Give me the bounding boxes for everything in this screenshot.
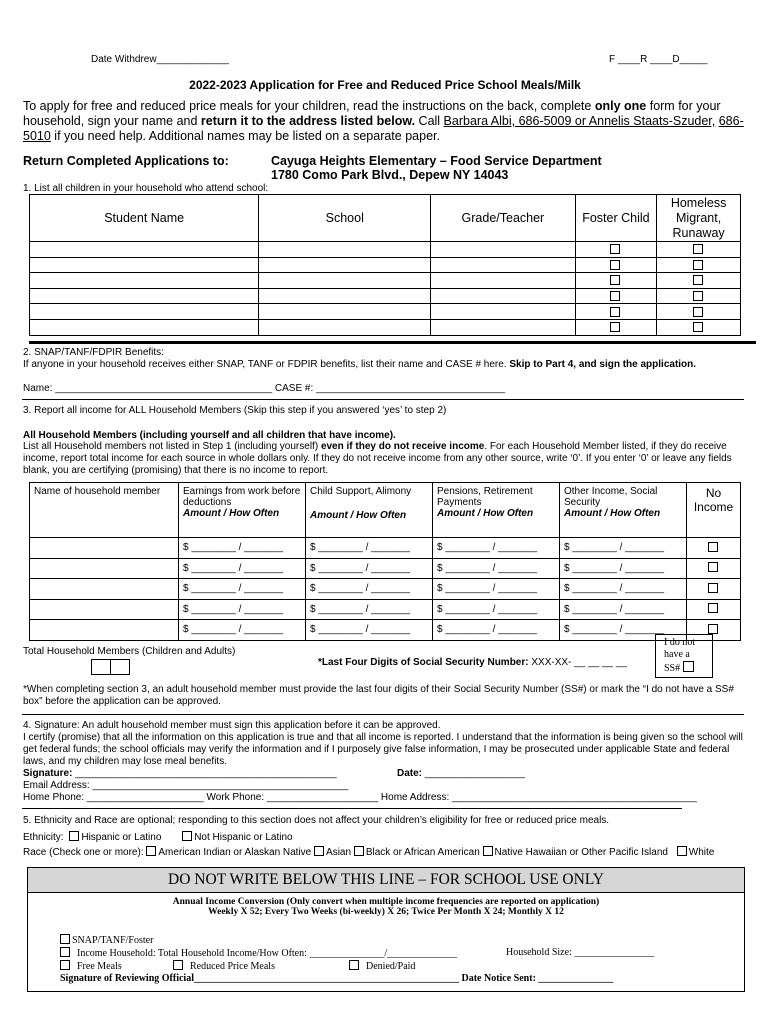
- col-support-label: Child Support, Alimony: [310, 486, 412, 497]
- student-name-cell[interactable]: [30, 288, 259, 304]
- amount-cell[interactable]: $ ________ / _______: [306, 599, 433, 620]
- homeless-checkbox[interactable]: [693, 275, 703, 285]
- children-table: [29, 194, 741, 336]
- amount-cell[interactable]: $ ________ / _______: [433, 599, 560, 620]
- denied-option: [349, 960, 415, 972]
- intro-text: if you need help. Additional names may be listed on a separate paper.: [50, 129, 440, 143]
- no-income-checkbox[interactable]: [708, 583, 718, 593]
- hispanic-label: Hispanic or Latino: [81, 832, 162, 843]
- amount-cell[interactable]: $ ________ / _______: [433, 620, 560, 641]
- intro-return: return it to the address listed below.: [200, 114, 416, 128]
- amount-label: Amount / How Often: [183, 508, 280, 519]
- not-hispanic-checkbox[interactable]: [182, 831, 192, 841]
- free-meals-checkbox[interactable]: [60, 960, 70, 970]
- race-row: [23, 846, 714, 858]
- race-option-label: Native Hawaiian or Other Pacific Island: [494, 847, 668, 858]
- amount-cell[interactable]: $ ________ / _______: [433, 558, 560, 579]
- homeless-checkbox[interactable]: [693, 260, 703, 270]
- table-row: [30, 273, 741, 289]
- school-cell[interactable]: [259, 257, 431, 273]
- student-name-cell[interactable]: [30, 273, 259, 289]
- reduced-checkbox[interactable]: [173, 960, 183, 970]
- table-row: [30, 319, 741, 335]
- amount-cell[interactable]: $ ________ / _______: [306, 538, 433, 559]
- homeless-checkbox[interactable]: [693, 244, 703, 254]
- step3-text: List all Household members not listed in Step 1 (including yourself): [23, 441, 321, 452]
- step3-bold-heading: All Household Members (including yourself and all children that have income).: [23, 430, 396, 441]
- grade-cell[interactable]: [431, 242, 575, 258]
- col-grade-teacher: Grade/Teacher: [431, 195, 575, 242]
- amount-cell[interactable]: $ ________ / _______: [306, 579, 433, 600]
- foster-checkbox[interactable]: [610, 322, 620, 332]
- step2-instruction: If anyone in your household receives either SNAP, TANF or FDPIR benefits, list their name and CASE # here.: [23, 359, 510, 370]
- table-row: [30, 288, 741, 304]
- race-option-label: White: [688, 847, 715, 858]
- amount-cell[interactable]: $ ________ / _______: [560, 599, 687, 620]
- snap-label: SNAP/TANF/Foster: [72, 935, 154, 946]
- homeless-checkbox[interactable]: [693, 291, 703, 301]
- table-row: [30, 242, 741, 258]
- step3-text: . For each Household Member listed, if they do receive income, report total income for each source in whole dollars only. If they do not receive income from any other source, write ‘0’. If you enter ‘0’ or leave any fields blank, you are certifying (promising) that there is no income to report.: [23, 441, 732, 476]
- race-checkbox-pacific[interactable]: [483, 846, 493, 856]
- step4-divider: [22, 808, 682, 809]
- intro-only-one: only one: [594, 99, 647, 113]
- col-earnings-label: Earnings from work before deductions: [183, 486, 301, 508]
- total-members-box[interactable]: [91, 659, 111, 675]
- col-foster-child: Foster Child: [575, 195, 657, 242]
- col-child-support: [306, 483, 433, 538]
- step1-instruction: 1. List all children in your household who attend school:: [23, 183, 269, 194]
- table-row: [30, 599, 741, 620]
- no-income-checkbox[interactable]: [708, 562, 718, 572]
- step3-instructions: [23, 441, 745, 477]
- income-conversion-rates: Weekly X 52; Every Two Weeks (bi-weekly) X 26; Twice Per Month X 24; Monthly X 12: [208, 907, 564, 917]
- col-other-label: Other Income, Social Security: [564, 486, 658, 508]
- ssn-value: XXX-XX- __ __ __ __: [531, 657, 627, 668]
- amount-cell[interactable]: $ ________ / _______: [179, 599, 306, 620]
- grade-cell[interactable]: [431, 319, 575, 335]
- contact-link[interactable]: Barbara Albi, 686-5009 or Annelis Staats-Szuder,: [443, 114, 716, 128]
- amount-cell[interactable]: $ ________ / _______: [179, 620, 306, 641]
- amount-cell[interactable]: $ ________ / _______: [560, 620, 687, 641]
- snap-name-case-field[interactable]: Name: _______________________________________ CASE #: __________________________________: [23, 383, 506, 394]
- official-signature-label: Signature of Reviewing Official_____________________________________________________: [60, 973, 459, 984]
- no-income-checkbox[interactable]: [708, 542, 718, 552]
- date-withdrew: Date Withdrew_____________: [91, 54, 229, 65]
- col-other-income: [560, 483, 687, 538]
- step1-divider: [29, 341, 756, 344]
- intro-text: To apply for free and reduced price meals for your children, read the instructions on the back, complete: [23, 99, 595, 113]
- hispanic-checkbox[interactable]: [69, 831, 79, 841]
- table-row: [30, 620, 741, 641]
- reduced-label: Reduced Price Meals: [190, 961, 275, 972]
- step2-text: [23, 359, 696, 370]
- reduced-option: [173, 960, 275, 972]
- race-label: Race (Check one or more):: [23, 847, 144, 858]
- return-address-line1: Cayuga Heights Elementary – Food Service Department: [271, 154, 602, 168]
- date-label: Date:: [397, 768, 423, 779]
- race-option-label: Black or African American: [365, 847, 480, 858]
- col-pensions-label: Pensions, Retirement Payments: [437, 486, 533, 508]
- step2-divider: [22, 399, 744, 400]
- phone-address-field[interactable]: Home Phone: _____________________ Work Phone: ____________________ Home Address: ____________________________________________: [23, 792, 697, 803]
- date-line: __________________: [424, 768, 525, 779]
- total-members-label: Total Household Members (Children and Adults): [23, 646, 236, 657]
- school-cell[interactable]: [259, 242, 431, 258]
- school-cell[interactable]: [259, 304, 431, 320]
- frd-codes: F ____R ____D_____: [609, 54, 708, 65]
- snap-checkbox[interactable]: [60, 934, 70, 944]
- step3-bold: even if they do not receive income: [320, 441, 485, 452]
- income-household-option: [60, 947, 457, 959]
- step2-heading: 2. SNAP/TANF/FDPIR Benefits:: [23, 347, 164, 358]
- no-ssn-checkbox[interactable]: [683, 661, 694, 672]
- school-use-section: [27, 867, 745, 992]
- race-option-label: Asian: [326, 847, 352, 858]
- amount-cell[interactable]: $ ________ / _______: [179, 538, 306, 559]
- intro-paragraph: [23, 99, 745, 144]
- return-label: Return Completed Applications to:: [23, 154, 229, 168]
- table-row: [30, 257, 741, 273]
- ethnicity-row: [23, 831, 293, 843]
- snap-option: [60, 934, 153, 946]
- student-name-cell[interactable]: [30, 304, 259, 320]
- certification-text: I certify (promise) that all the information on this application is true and that all income is reported. I understand that the information is being given so the school will get federal funds; the school officials may verify the information and if I purposely give false information, I may be prosecuted under applicable State and federal laws, and my children may lose meal benefits.: [23, 732, 743, 767]
- grade-cell[interactable]: [431, 257, 575, 273]
- school-cell[interactable]: [259, 273, 431, 289]
- school-use-banner: DO NOT WRITE BELOW THIS LINE – FOR SCHOOL USE ONLY: [28, 868, 744, 893]
- col-pensions: [433, 483, 560, 538]
- col-no-income: No Income: [687, 483, 741, 538]
- amount-cell[interactable]: $ ________ / _______: [560, 538, 687, 559]
- no-ssn-text: SS#: [664, 663, 681, 674]
- email-field[interactable]: Email Address: ______________________________________________: [23, 780, 349, 791]
- school-cell[interactable]: [259, 319, 431, 335]
- member-name-cell[interactable]: [30, 538, 179, 559]
- amount-cell[interactable]: $ ________ / _______: [306, 558, 433, 579]
- step3-divider: [22, 714, 744, 715]
- amount-label: Amount / How Often: [310, 510, 407, 521]
- income-household-checkbox[interactable]: [60, 947, 70, 957]
- grade-cell[interactable]: [431, 304, 575, 320]
- form-title: 2022-2023 Application for Free and Reduced Price School Meals/Milk: [189, 78, 581, 92]
- income-household-label: Income Household: Total Household Income/How Often: _______________/______________: [77, 948, 458, 959]
- not-hispanic-label: Not Hispanic or Latino: [194, 832, 293, 843]
- amount-cell[interactable]: $ ________ / _______: [560, 579, 687, 600]
- amount-cell[interactable]: $ ________ / _______: [306, 620, 433, 641]
- intro-text: Call: [415, 114, 444, 128]
- ssn-note: *When completing section 3, an adult household member must provide the last four digits of their Social Security Number (SS#) or mark the “I do not have a SS# box” before the application can be approved.: [23, 684, 734, 707]
- homeless-checkbox[interactable]: [693, 307, 703, 317]
- member-name-cell[interactable]: [30, 558, 179, 579]
- signature-field[interactable]: [23, 768, 337, 779]
- col-household-member: Name of household member: [30, 483, 179, 538]
- date-field[interactable]: [397, 768, 525, 779]
- grade-cell[interactable]: [431, 288, 575, 304]
- step4-heading: 4. Signature: An adult household member must sign this application before it can be approved.: [23, 720, 441, 731]
- grade-cell[interactable]: [431, 273, 575, 289]
- denied-label: Denied/Paid: [366, 961, 416, 972]
- foster-checkbox[interactable]: [610, 291, 620, 301]
- income-conversion-title: Annual Income Conversion (Only convert when multiple income frequencies are reported on application): [172, 897, 600, 907]
- contact-link[interactable]: 686-5010: [23, 114, 744, 143]
- foster-checkbox[interactable]: [610, 307, 620, 317]
- table-row: [30, 304, 741, 320]
- member-name-cell[interactable]: [30, 579, 179, 600]
- amount-cell[interactable]: $ ________ / _______: [433, 579, 560, 600]
- no-ssn-text: have a: [664, 649, 690, 660]
- race-checkbox-asian[interactable]: [314, 846, 324, 856]
- school-cell[interactable]: [259, 288, 431, 304]
- student-name-cell[interactable]: [30, 242, 259, 258]
- amount-cell[interactable]: $ ________ / _______: [433, 538, 560, 559]
- signature-label: Signature:: [23, 768, 73, 779]
- no-ssn-box: [655, 634, 713, 678]
- no-income-checkbox[interactable]: [708, 603, 718, 613]
- free-meals-label: Free Meals: [77, 961, 122, 972]
- no-ssn-text: I do not: [664, 637, 696, 648]
- ssn-label: *Last Four Digits of Social Security Number:: [318, 657, 529, 668]
- student-name-cell[interactable]: [30, 257, 259, 273]
- amount-cell[interactable]: $ ________ / _______: [560, 558, 687, 579]
- ethnicity-label: Ethnicity:: [23, 832, 64, 843]
- foster-checkbox[interactable]: [610, 275, 620, 285]
- no-income-checkbox[interactable]: [708, 624, 718, 634]
- race-checkbox-white[interactable]: [677, 846, 687, 856]
- official-signature-field[interactable]: [60, 973, 613, 984]
- table-row: [30, 579, 741, 600]
- table-row: [30, 558, 741, 579]
- intro-text: form for your household, sign your name and: [23, 99, 721, 128]
- race-checkbox-black[interactable]: [354, 846, 364, 856]
- col-earnings: [179, 483, 306, 538]
- date-notice-label: Date Notice Sent: _______________: [461, 973, 614, 984]
- step5-heading: 5. Ethnicity and Race are optional; responding to this section does not affect your children’s eligibility for free or reduced price meals.: [23, 815, 610, 826]
- total-members-box[interactable]: [110, 659, 130, 675]
- foster-checkbox[interactable]: [610, 260, 620, 270]
- amount-cell[interactable]: $ ________ / _______: [179, 558, 306, 579]
- return-address-line2: 1780 Como Park Blvd., Depew NY 14043: [271, 168, 509, 182]
- foster-checkbox[interactable]: [610, 244, 620, 254]
- signature-line: _______________________________________________: [75, 768, 337, 779]
- ssn-field[interactable]: [318, 657, 627, 668]
- member-name-cell[interactable]: [30, 599, 179, 620]
- free-meals-option: [60, 960, 122, 972]
- table-row: [30, 538, 741, 559]
- race-option-label: American Indian or Alaskan Native: [158, 847, 312, 858]
- amount-label: Amount / How Often: [564, 508, 661, 519]
- member-name-cell[interactable]: [30, 620, 179, 641]
- col-school: School: [259, 195, 431, 242]
- race-checkbox-american-indian[interactable]: [146, 846, 156, 856]
- household-size-field[interactable]: Household Size: ________________: [506, 947, 655, 958]
- denied-checkbox[interactable]: [349, 960, 359, 970]
- income-table: [29, 482, 741, 641]
- col-student-name: Student Name: [30, 195, 259, 242]
- col-homeless: Homeless Migrant, Runaway: [657, 195, 741, 242]
- student-name-cell[interactable]: [30, 319, 259, 335]
- step2-skip: Skip to Part 4, and sign the application.: [509, 359, 697, 370]
- amount-label: Amount / How Often: [437, 508, 534, 519]
- step3-heading: 3. Report all income for ALL Household Members (Skip this step if you answered ‘yes’ to step 2): [23, 405, 447, 416]
- homeless-checkbox[interactable]: [693, 322, 703, 332]
- amount-cell[interactable]: $ ________ / _______: [179, 579, 306, 600]
